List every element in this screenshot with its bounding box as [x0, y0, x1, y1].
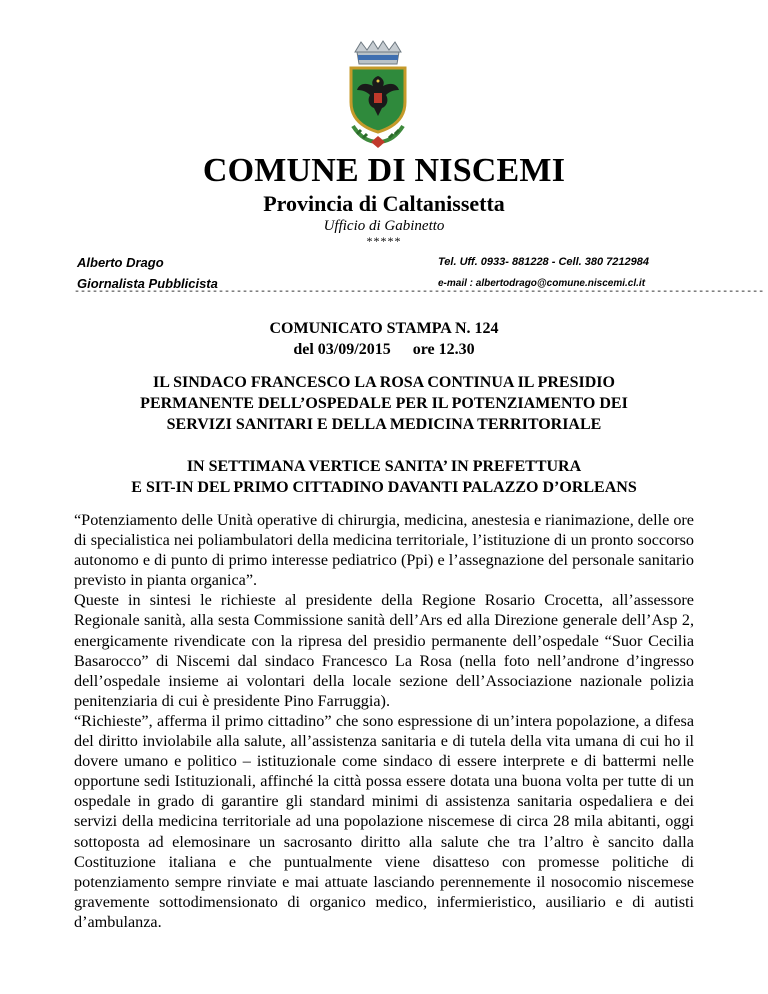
body-paragraph: “Richieste”, afferma il primo cittadino” che sono espressione di un’intera popolazione, a difesa del diritto inviolabile alla salute, all’assistenza sanitaria e di tutela della vita umana di cui ho il dovere umano e politico – istituzionale come sindaco di essere interprete e di battermi nelle opportune sedi Istituzionali, affinché la città possa essere dotata una buona volta per tutte di un ospedale in grado di garantire gli standard minimi di assistenza sanitaria ospedaliera e dei servizi della medicina territoriale ad una popolazione niscemese di circa 28 mila abitanti, oggi sottoposta ad elemosinare un sacrosanto diritto alla salute che tra l’altro è sancito dalla Costituzione italiana e che puntualmente viene disatteso con promesse politiche di potenziamento sempre rinviate e mai attuate lasciando perennemente il nosocomio niscemese gravemente sottodimensionato di organico medico, infermieristico, ausiliario e di autisti d’ambulanza.	[74, 711, 694, 931]
subheadline	[0, 456, 768, 498]
page-title: COMUNE DI NISCEMI	[202, 152, 566, 189]
dashed-divider: -------------------------------------------------------------------------------------------------------------------	[74, 287, 765, 298]
author-role: Giornalista Pubblicista	[77, 276, 218, 291]
subheadline-line: IN SETTIMANA VERTICE SANITA’ IN PREFETTURA	[186, 458, 582, 475]
contact-phone: Tel. Uff. 0933- 881228 - Cell. 380 7212984	[438, 256, 649, 268]
author-name: Alberto Drago	[77, 255, 164, 270]
body-paragraph: Queste in sintesi le richieste al presidente della Regione Rosario Crocetta, all’assessore Regionale sanità, alla sesta Commissione sanità dell’Ars ed alla Direzione generale dell’Asp 2, energicamente rivendicate con la ripresa del presidio permanente dell’ospedale “Suor Cecilia Basarocco” di Niscemi dal sindaco Francesco La Rosa (nella foto nell’androne d’ingresso dell’ospedale insieme ai volontari della locale sezione dell’Associazione nazionale polizia penitenziaria di cui è presidente Pino Farruggia).	[74, 591, 694, 710]
body-paragraph: “Potenziamento delle Unità operative di chirurgia, medicina, anestesia e rianimazione, delle ore di specialistica nei poliambulatori della medicina territoriale, l’istituzione di un pronto soccorso autonomo e di punto di primo interesse pediatrico (Ppi) e l’assegnazione del personale sanitario previsto in pianta organica”.	[74, 511, 694, 590]
headline	[0, 372, 768, 435]
article-body	[74, 510, 694, 932]
subheadline-line: E SIT-IN DEL PRIMO CITTADINO DAVANTI PALAZZO D’ORLEANS	[131, 479, 637, 496]
municipal-coat-of-arms-icon	[343, 38, 413, 150]
province-subtitle: Provincia di Caltanissetta	[263, 191, 505, 216]
press-release-time: ore 12.30	[412, 341, 475, 358]
headline-line: PERMANENTE DELL’OSPEDALE PER IL POTENZIAMENTO DEI	[140, 395, 628, 412]
stars-separator: *****	[366, 234, 402, 248]
headline-line: IL SINDACO FRANCESCO LA ROSA CONTINUA IL PRESIDIO	[153, 374, 615, 391]
press-release-datetime	[0, 339, 768, 360]
press-release-info	[0, 318, 768, 360]
contact-email: e-mail : albertodrago@comune.niscemi.cl.it	[438, 278, 646, 289]
press-release-number: COMUNICATO STAMPA N. 124	[269, 320, 499, 337]
press-release-date: del 03/09/2015	[293, 341, 391, 358]
office-name: Ufficio di Gabinetto	[323, 218, 445, 234]
headline-line: SERVIZI SANITARI E DELLA MEDICINA TERRITORIALE	[166, 416, 602, 433]
